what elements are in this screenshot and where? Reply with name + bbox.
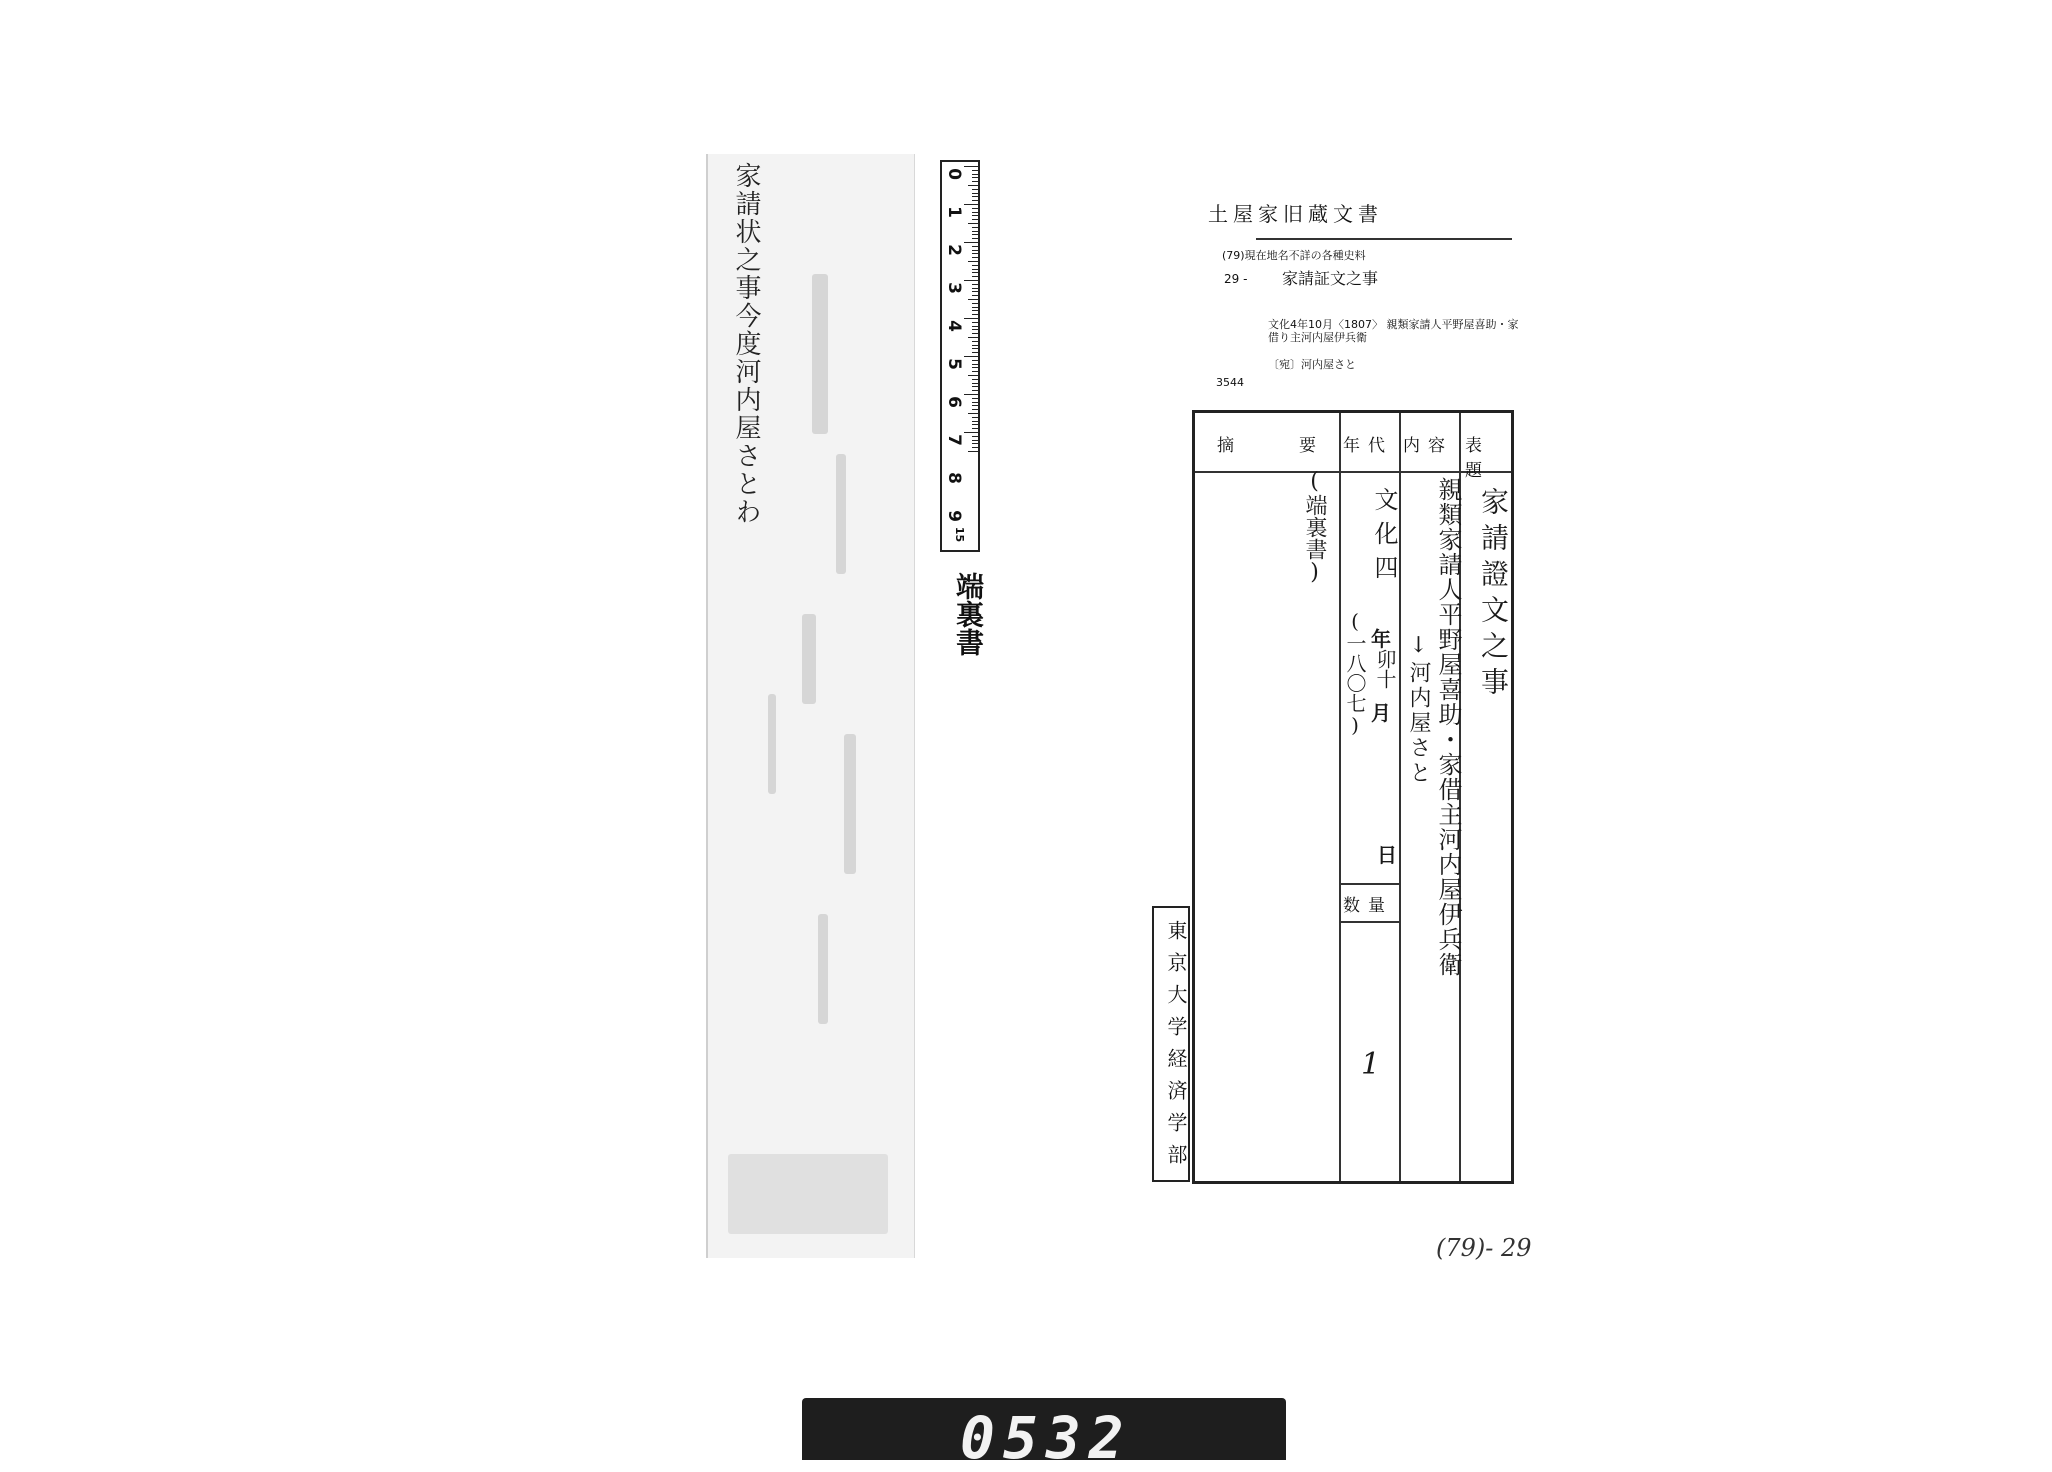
ruler-tick [972,307,978,308]
ruler-tick [972,421,978,422]
ruler-tick [972,265,978,266]
ruler-tick [968,185,978,186]
content-main-value: 親類家請人平野屋喜助・家借主河内屋伊兵衛 [1434,477,1462,977]
ruler-tick [972,322,978,323]
frame-counter [802,1398,1286,1472]
id-code: 3544 [1216,376,1244,389]
ruler-tick [968,299,978,300]
header-rule [1256,238,1512,240]
title-value: 家請證文之事 [1477,487,1510,703]
ruler-tick [968,337,978,338]
ruler-number: 0 [943,168,964,180]
ruler-tick [972,177,978,178]
ruler-tick [972,196,978,197]
ruler-tick [972,276,978,277]
reference-note: (79)- 29 [1436,1234,1532,1262]
ruler-tick [972,436,978,437]
ruler-tick [972,272,978,273]
header-content: 内容 [1403,436,1453,456]
ruler-tick [972,215,978,216]
ruler-tick [972,383,978,384]
era-western-value: (一八〇七) [1343,609,1367,737]
ruler-tick [964,432,978,433]
ruler-tick [972,314,978,315]
ruler-tick [972,398,978,399]
header-summary-b: 要 [1299,436,1324,456]
ruler-tick [972,367,978,368]
ruler-tick [972,253,978,254]
ruler-tick [972,345,978,346]
ruler-tick [972,447,978,448]
ruler-number: 6 [943,396,964,408]
ruler-tick [972,379,978,380]
ruler-number: 9 [943,510,964,522]
header-divider [1195,471,1511,473]
ruler-tick [972,386,978,387]
era-month-label: 月 [1371,701,1391,725]
quantity-value: 1 [1361,1047,1381,1082]
ruler-number: 8 [943,472,964,484]
ruler-tick [964,166,978,167]
ruler-tick [972,409,978,410]
ruler-tick [972,326,978,327]
ruler-tick [972,219,978,220]
ruler-tick [972,288,978,289]
ruler-number: 7 [943,434,964,446]
collection-title: 土屋家旧蔵文書 [1208,202,1383,226]
ruler-tick [972,170,978,171]
ruler-tick [972,208,978,209]
measurement-ruler [940,160,980,552]
ruler-tick [972,390,978,391]
institution-box [1152,906,1190,1182]
institution-name: 東京大学経済学部 [1164,920,1188,1176]
ruler-tick [972,295,978,296]
header-era: 年代 [1343,436,1393,456]
catalog-form [1192,410,1514,1184]
document-heading: 家請証文之事 [1282,269,1379,288]
ruler-tick [972,417,978,418]
ruler-tick [968,261,978,262]
ruler-tick [972,189,978,190]
ruler-tick [972,291,978,292]
ruler-tick [972,234,978,235]
ruler-tick [964,280,978,281]
ruler-tick [972,250,978,251]
header-quantity: 数量 [1343,896,1393,916]
quantity-divider-bottom [1339,921,1399,923]
ruler-tick [972,329,978,330]
ruler-tick [972,440,978,441]
ruler-tick [972,405,978,406]
ruler-tick [972,310,978,311]
strip-handwriting: 家請状之事今度河内屋さとわ [731,162,761,526]
ruler-tick [972,360,978,361]
header-summary-a: 摘 [1217,436,1242,456]
ruler-tick [972,402,978,403]
column-divider [1339,413,1341,1181]
ruler-tick [972,284,978,285]
ruler-tick [964,204,978,205]
ruler-tick [972,174,978,175]
ruler-end-mark: 15 [953,526,967,543]
frame-number: 0532 [960,1404,1132,1472]
section-line: (79)現在地名不詳の各種史料 [1222,249,1366,262]
era-sub-value: 卯十 [1373,649,1397,689]
ruler-tick [964,318,978,319]
content-to-value: ↓河内屋さと [1406,633,1431,786]
ruler-tick [972,371,978,372]
ruler-number: 4 [943,320,964,332]
ruler-tick [972,348,978,349]
ruler-tick [972,424,978,425]
ruler-tick [968,223,978,224]
ruler-tick [968,451,978,452]
ruler-tick [968,413,978,414]
document-number: 29 - [1224,272,1248,286]
ruler-tick [972,212,978,213]
ura-label: 端裏書 [952,572,985,656]
ruler-tick [972,352,978,353]
ruler-tick [972,428,978,429]
ruler-tick [972,193,978,194]
ruler-tick [972,238,978,239]
ruler-tick [964,394,978,395]
ruler-tick [964,356,978,357]
ruler-number: 2 [943,244,964,256]
ruler-number: 5 [943,358,964,370]
addressee: 〔宛〕河内屋さと [1268,358,1356,371]
ruler-tick [972,364,978,365]
era-day-label: 日 [1377,843,1397,867]
era-name-value: 文化四 [1370,487,1398,589]
header-title: 表題 [1465,436,1490,481]
ruler-tick [972,341,978,342]
ruler-tick [972,246,978,247]
ruler-tick [972,257,978,258]
ruler-tick [972,333,978,334]
date-line: 文化4年10月〈1807〉 親類家請人平野屋喜助・家借り主河内屋伊兵衛 [1268,318,1519,344]
summary-value: (端裏書) [1302,469,1327,585]
ruler-tick [972,181,978,182]
quantity-divider-top [1339,883,1399,885]
ruler-tick [972,227,978,228]
ruler-tick [972,269,978,270]
ruler-number: 1 [943,206,964,218]
era-year-label: 年 [1371,627,1391,651]
ruler-tick [964,242,978,243]
ruler-number: 3 [943,282,964,294]
ruler-tick [972,200,978,201]
ruler-tick [972,231,978,232]
ruler-tick [972,443,978,444]
ruler-tick [968,375,978,376]
ruler-tick [972,303,978,304]
